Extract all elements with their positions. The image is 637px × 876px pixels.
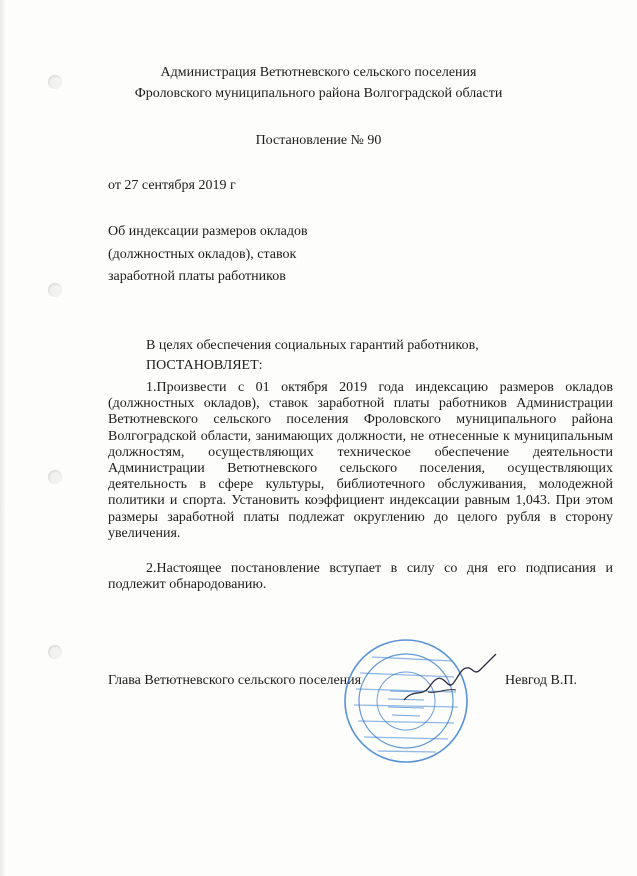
header-line-2: Фроловского муниципального района Волгоградской области — [134, 86, 503, 101]
document-title: Постановление № 90 — [255, 133, 382, 148]
paragraph-1: 1.Произвести с 01 октября 2019 года индексацию размеров окладов (должностных окладов), ставок заработной платы работников Администрации Ветютневского сельского поселения Фроловского муниципального района Волгоградской области, занимающих должности, не отнесенные к муниципальным должностям, осуществляющих техническое обеспечение деятельности Администрации Ветютневского сельского поселения, осуществляющих деятельность в сфере культуры, библиотечного обслуживания, молодежной политики и спорта. Установить коэффициент индексации равным 1,043. При этом размеры заработной платы подлежат округлению до целого рубля в сторону увеличения. — [108, 380, 613, 541]
subject-line-3: заработной платы работников — [108, 269, 286, 284]
signature-name: Невгод В.П. — [505, 673, 577, 688]
header-line-1: Администрация Ветютневского сельского поселения — [160, 65, 477, 80]
page-edge-shadow — [0, 0, 6, 876]
handwritten-signature — [400, 648, 500, 708]
subject-line-2: (должностных окладов), ставок — [108, 247, 297, 262]
punch-hole — [48, 645, 62, 659]
punch-hole — [48, 283, 62, 297]
paragraph-2: 2.Настоящее постановление вступает в силу со дня его подписания и подлежит обнародованию. — [108, 561, 613, 593]
punch-hole — [48, 470, 62, 484]
subject-line-1: Об индексации размеров окладов — [108, 224, 308, 239]
decree-word: ПОСТАНОВЛЯЕТ: — [146, 358, 263, 373]
document-date: от 27 сентября 2019 г — [108, 178, 236, 193]
intro-text: В целях обеспечения социальных гарантий работников, — [146, 338, 479, 353]
signature-position: Глава Ветютневского сельского поселения — [108, 673, 362, 688]
